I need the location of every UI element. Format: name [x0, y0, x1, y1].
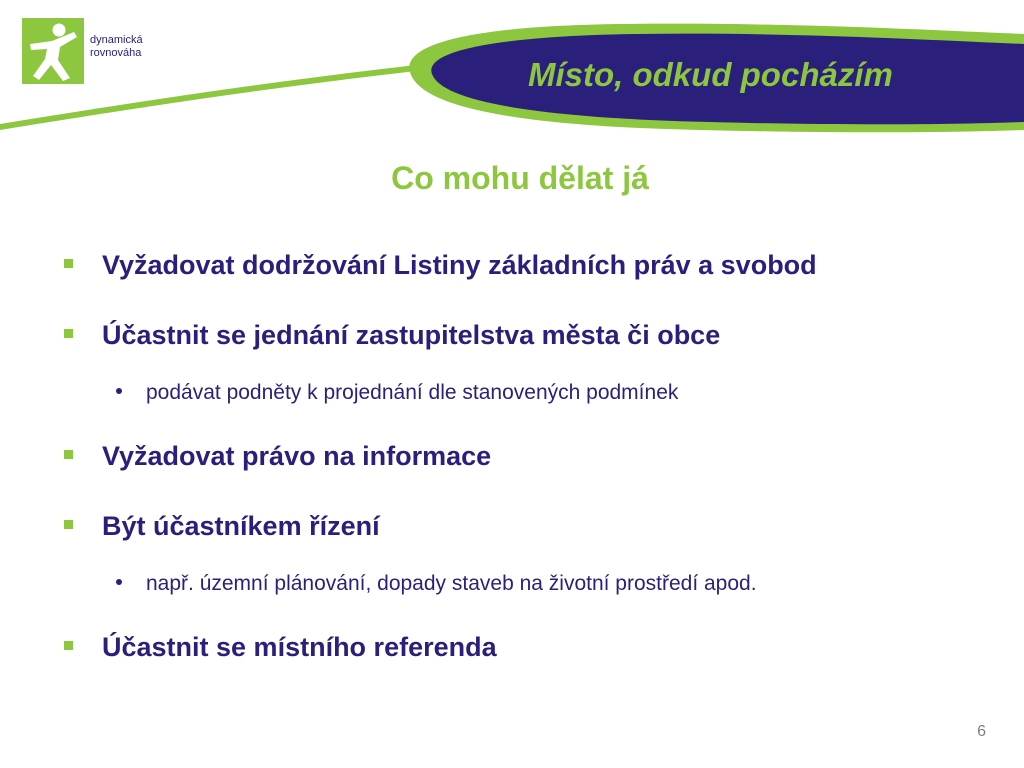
slide-title: Co mohu dělat já — [391, 160, 649, 196]
sub-bullet-item — [116, 381, 678, 405]
bullet-text: Vyžadovat dodržování Listiny základních práv a svobod — [102, 250, 817, 280]
logo-text — [90, 34, 143, 60]
bullet-text: Účastnit se místního referenda — [102, 632, 497, 662]
bullet-item — [64, 511, 380, 542]
sub-bullet-text: podávat podněty k projednání dle stanovených podmínek — [146, 381, 679, 404]
round-bullet-icon — [116, 579, 122, 585]
logo-line-2: rovnováha — [90, 47, 142, 59]
sub-bullet-text: např. územní plánování, dopady staveb na životní prostředí apod. — [146, 572, 757, 595]
square-bullet-icon — [64, 259, 73, 268]
banner-title: Místo, odkud pocházím — [528, 56, 893, 93]
bullet-text: Účastnit se jednání zastupitelstva města či obce — [102, 320, 721, 350]
bullet-text: Být účastníkem řízení — [102, 511, 380, 541]
dynamic-balance-logo-icon — [22, 18, 84, 84]
bullet-item — [64, 441, 491, 472]
bullet-item — [64, 320, 720, 351]
page-number: 6 — [977, 723, 986, 740]
bullet-text: Vyžadovat právo na informace — [102, 441, 492, 471]
bullet-item — [64, 250, 817, 281]
square-bullet-icon — [64, 641, 73, 650]
sub-bullet-item — [116, 572, 757, 596]
round-bullet-icon — [116, 388, 122, 394]
square-bullet-icon — [64, 520, 73, 529]
logo-line-1: dynamická — [90, 34, 143, 46]
logo — [22, 18, 143, 84]
square-bullet-icon — [64, 450, 73, 459]
square-bullet-icon — [64, 329, 73, 338]
bullet-item — [64, 632, 497, 663]
